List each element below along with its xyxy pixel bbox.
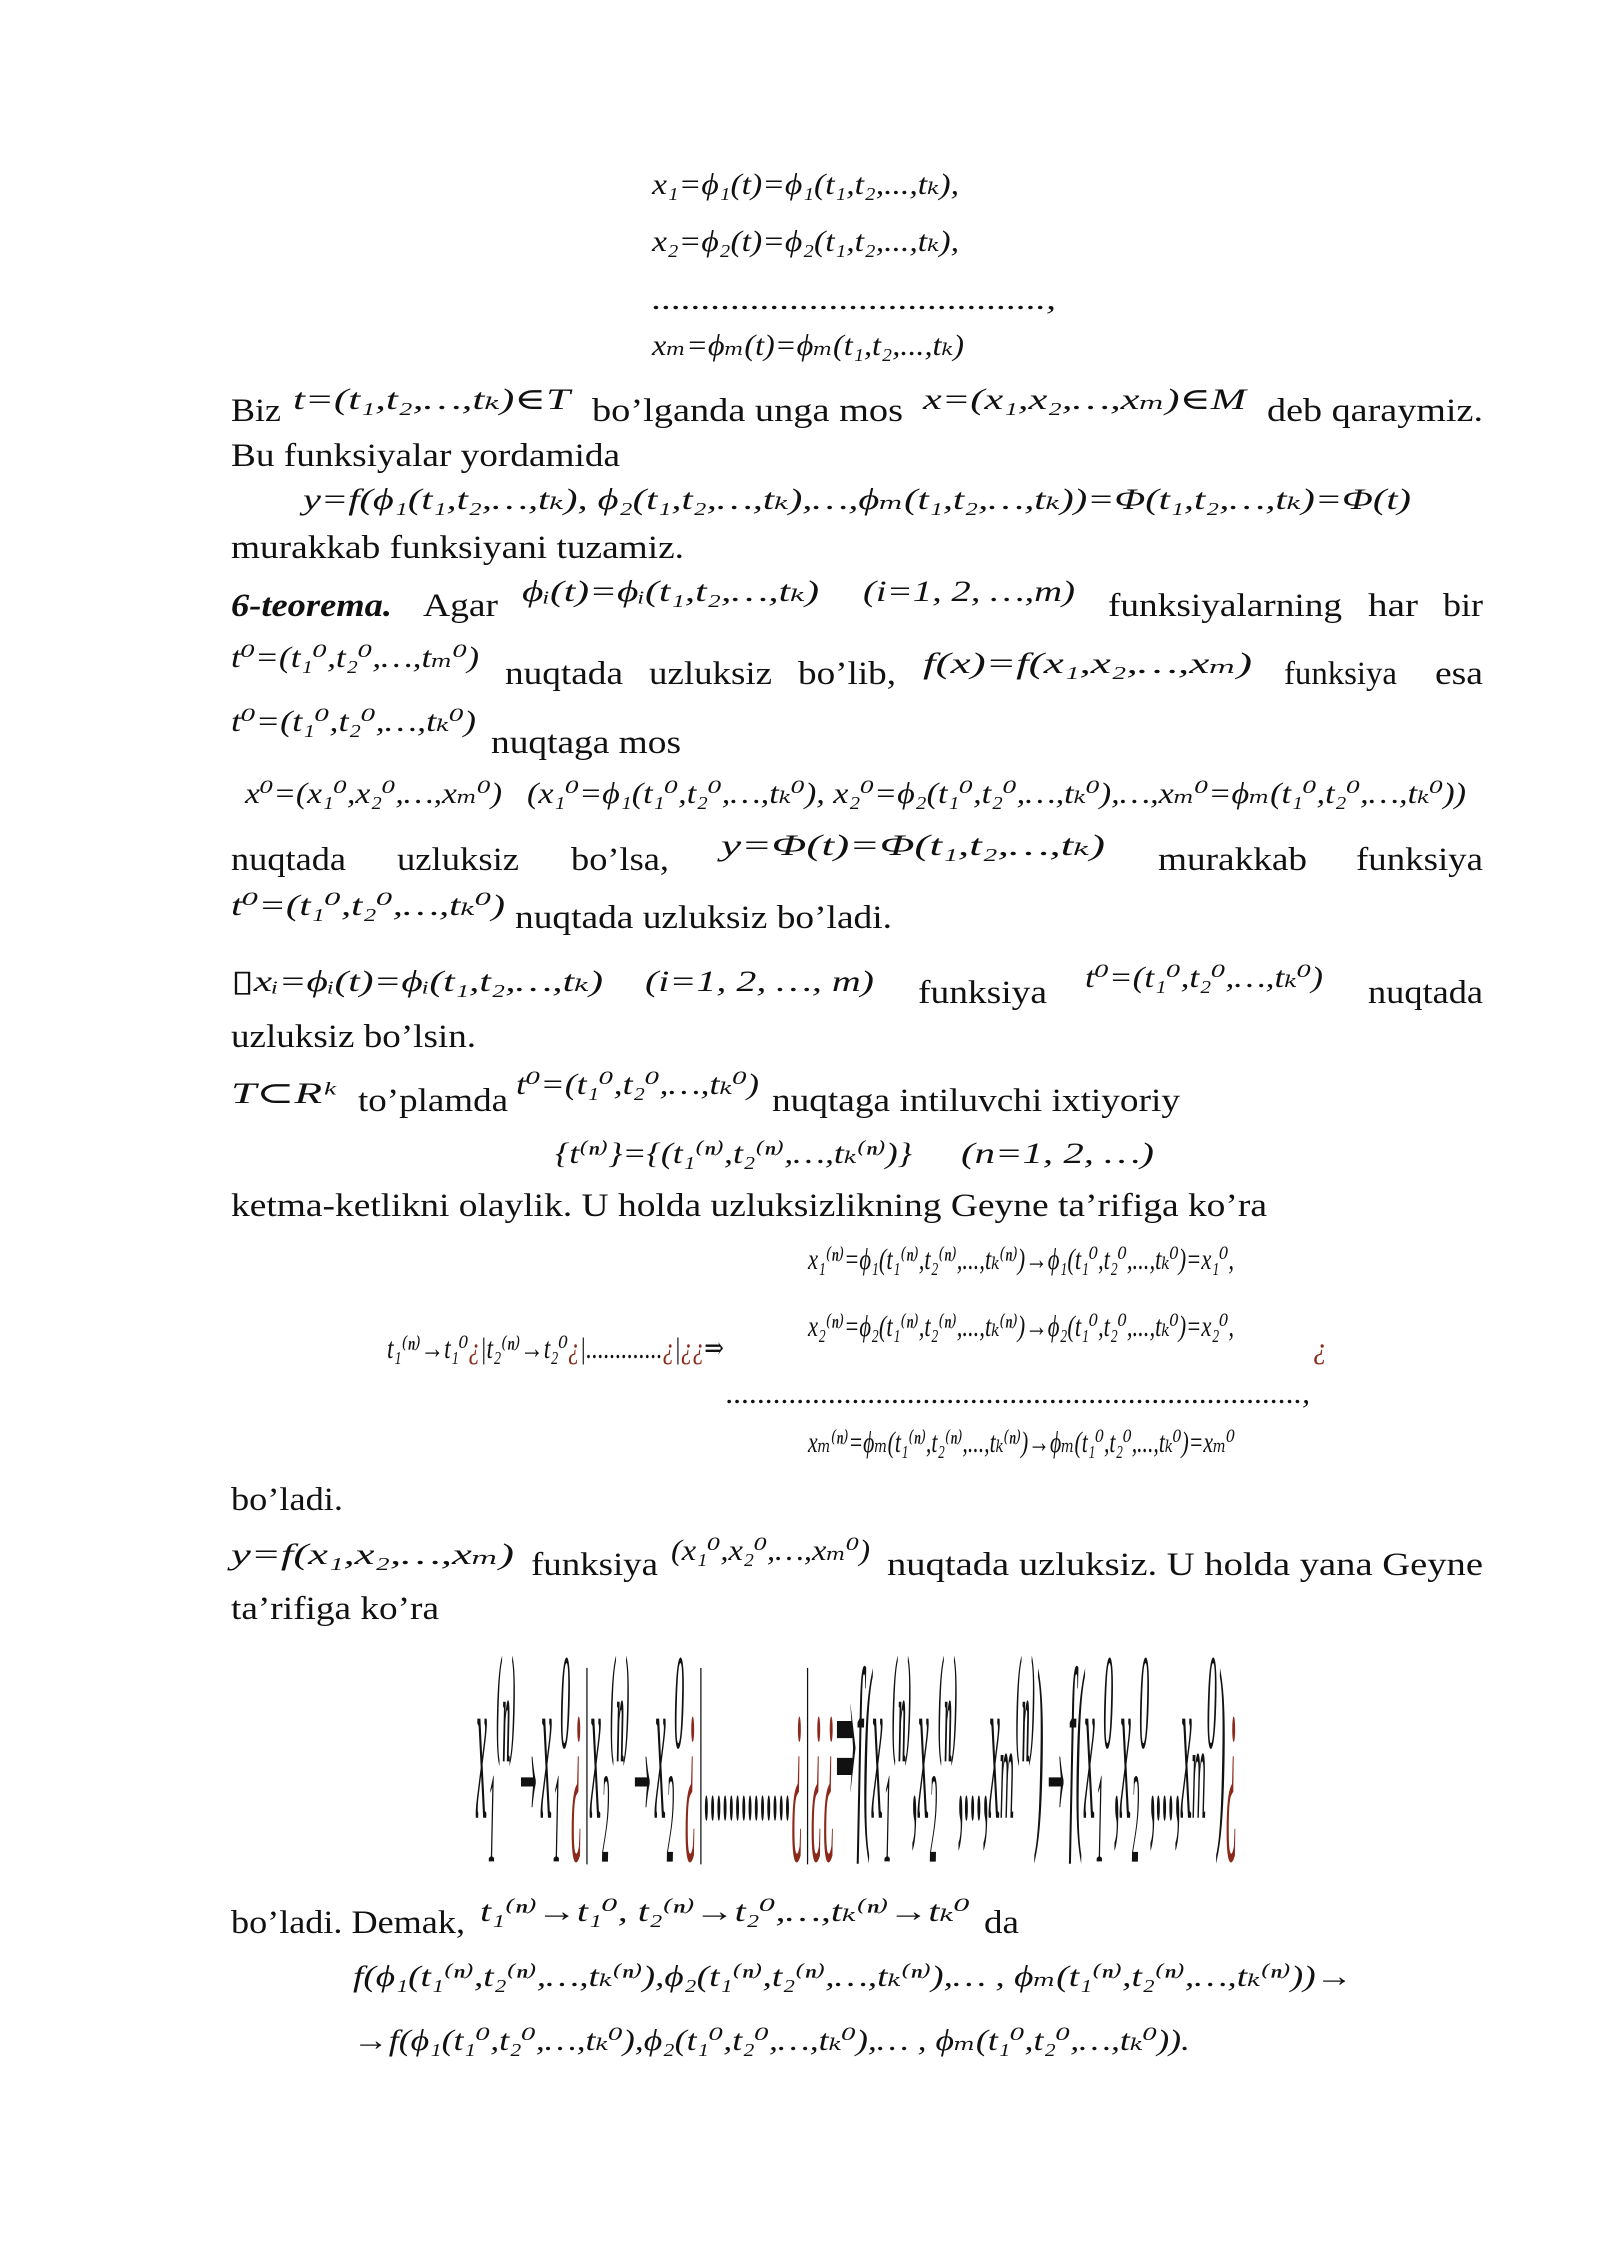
inline-formula: t₁⁽ⁿ⁾→t₁⁰, t₂⁽ⁿ⁾→t₂⁰,…,tₖ⁽ⁿ⁾→tₖ⁰ — [480, 1895, 970, 1928]
convergence-x1: x₁⁽ⁿ⁾=ϕ₁(t₁⁽ⁿ⁾,t₂⁽ⁿ⁾,...,tₖ⁽ⁿ⁾)→ϕ₁(t₁⁰,t₂⁰,...,tₖ⁰)=x₁⁰, — [808, 1243, 1234, 1276]
text-line: Bu funksiyalar yordamida — [231, 438, 620, 474]
display-formula: (n=1, 2, …) — [961, 1137, 1154, 1170]
inline-formula: T⊂Rᵏ — [231, 1077, 335, 1110]
equation-x1: x₁=ϕ₁(t)=ϕ₁(t₁,t₂,...,tₖ), — [652, 168, 959, 201]
text-segment: funksiya — [918, 975, 1047, 1011]
inline-formula: y=f(x₁,x₂,…,xₘ) — [231, 1538, 514, 1571]
text-segment: nuqtada — [231, 842, 346, 878]
text-segment: funksiya — [531, 1547, 658, 1583]
text-line: ta’rifiga ko’ra — [231, 1591, 439, 1627]
inline-formula: f(x)=f(x₁,x₂,…,xₘ) — [923, 647, 1252, 680]
inline-formula: x=(x₁,x₂,…,xₘ)∈M — [923, 383, 1246, 416]
text-segment: nuqtada — [1368, 975, 1483, 1011]
convergence-x2: x₂⁽ⁿ⁾=ϕ₂(t₁⁽ⁿ⁾,t₂⁽ⁿ⁾,...,tₖ⁽ⁿ⁾)→ϕ₂(t₁⁰,t₂⁰,...,tₖ⁰)=x₂⁰, — [808, 1310, 1234, 1343]
display-formula: x⁰=(x₁⁰,x₂⁰,…,xₘ⁰) — [245, 777, 502, 810]
stretched-formula: x₁⁽ⁿ⁾→x₁⁰¿|x₂⁽ⁿ⁾→x₂⁰¿|..............¿|¿¿⇒f(x₁⁽ⁿ⁾,x₂⁽ⁿ⁾,...,xₘ⁽ⁿ⁾)→f(x₁⁰,x₂⁰,...,xₘ⁰)¿ — [476, 1630, 1238, 1869]
text-segment: funksiya — [1284, 656, 1397, 692]
text-segment: esa — [1435, 656, 1483, 692]
inline-formula: t⁰=(t₁⁰,t₂⁰,…,tₖ⁰) — [231, 705, 476, 738]
text-segment: nuqtaga intiluvchi ixtiyoriy — [772, 1083, 1180, 1119]
equation-xm: xₘ=ϕₘ(t)=ϕₘ(t₁,t₂,...,tₖ) — [652, 329, 964, 362]
text-segment: deb qaraymiz. — [1267, 393, 1483, 429]
text-segment: nuqtada uzluksiz bo’ladi. — [515, 900, 892, 936]
text-segment: to’plamda — [358, 1083, 508, 1119]
text-segment: bo’lganda unga mos — [592, 393, 903, 429]
text-segment: nuqtada uzluksiz. U holda yana Geyne — [887, 1547, 1483, 1583]
text-line: bo’ladi. — [231, 1482, 343, 1518]
convergence-xm: xₘ⁽ⁿ⁾=ϕₘ(t₁⁽ⁿ⁾,t₂⁽ⁿ⁾,...,tₖ⁽ⁿ⁾)→ϕₘ(t₁⁰,t₂⁰,...,tₖ⁰)=xₘ⁰ — [808, 1426, 1235, 1459]
text-segment: bo’lsa, — [571, 842, 669, 878]
inline-formula: ϕᵢ(t)=ϕᵢ(t₁,t₂,…,tₖ) — [522, 575, 819, 608]
inline-formula: y=Φ(t)=Φ(t₁,t₂,…,tₖ) — [721, 829, 1105, 862]
text-segment: funksiya — [1356, 842, 1483, 878]
inline-formula: t=(t₁,t₂,…,tₖ)∈T — [293, 383, 570, 416]
inline-formula: t⁰=(t₁⁰,t₂⁰,…,tₖ⁰) — [1085, 961, 1323, 994]
convergence-dots: ........................................................................., — [726, 1377, 1310, 1410]
display-formula: y=f(ϕ₁(t₁,t₂,…,tₖ), ϕ₂(t₁,t₂,…,tₖ),…,ϕₘ(t₁,t₂,…,tₖ))=Φ(t₁,t₂,…,tₖ)=Φ(t) — [303, 483, 1411, 516]
equation-dots: ........................................, — [652, 283, 1056, 316]
display-formula: →f(ϕ₁(t₁⁰,t₂⁰,…,tₖ⁰),ϕ₂(t₁⁰,t₂⁰,…,tₖ⁰),… , ϕₘ(t₁⁰,t₂⁰,…,tₖ⁰)). — [353, 2024, 1190, 2057]
text-segment: har — [1368, 588, 1418, 624]
text-line: ketma-ketlikni olaylik. U holda uzluksizlikning Geyne ta’rifiga ko’ra — [231, 1188, 1267, 1224]
text-segment: Biz — [231, 393, 281, 429]
inline-formula: (i=1, 2, …,m) — [863, 575, 1075, 608]
text-segment: da — [984, 1905, 1019, 1941]
text-segment: uzluksiz — [649, 656, 772, 692]
display-formula: {t⁽ⁿ⁾}={(t₁⁽ⁿ⁾,t₂⁽ⁿ⁾,…,tₖ⁽ⁿ⁾)} — [555, 1137, 912, 1170]
display-formula: (x₁⁰=ϕ₁(t₁⁰,t₂⁰,…,tₖ⁰), x₂⁰=ϕ₂(t₁⁰,t₂⁰,…,tₖ⁰),…,xₘ⁰=ϕₘ(t₁⁰,t₂⁰,…,tₖ⁰)) — [527, 777, 1466, 810]
inline-formula: t⁰=(t₁⁰,t₂⁰,…,tₖ⁰) — [516, 1068, 759, 1101]
equation-x2: x₂=ϕ₂(t)=ϕ₂(t₁,t₂,...,tₖ), — [652, 225, 959, 258]
inline-formula: t⁰=(t₁⁰,t₂⁰,…,tₘ⁰) — [231, 641, 479, 674]
inline-formula: ▯xᵢ=ϕᵢ(t)=ϕᵢ(t₁,t₂,…,tₖ) — [231, 965, 603, 998]
text-segment: bir — [1443, 588, 1483, 624]
text-line: murakkab funksiyani tuzamiz. — [231, 530, 684, 566]
inline-formula: t⁰=(t₁⁰,t₂⁰,…,tₖ⁰) — [231, 889, 505, 922]
text-segment: nuqtada — [505, 656, 623, 692]
theorem-label: 6-teorema. — [231, 588, 392, 624]
inline-formula: (x₁⁰,x₂⁰,…,xₘ⁰) — [671, 1534, 870, 1567]
text-segment: uzluksiz — [397, 842, 519, 878]
text-line: uzluksiz bo’lsin. — [231, 1019, 476, 1055]
text-segment: bo’ladi. Demak, — [231, 1905, 465, 1941]
convergence-premise: t₁⁽ⁿ⁾→t₁⁰¿|t₂⁽ⁿ⁾→t₂⁰¿|.............¿|¿¿⇒ — [387, 1332, 724, 1365]
display-formula: f(ϕ₁(t₁⁽ⁿ⁾,t₂⁽ⁿ⁾,…,tₖ⁽ⁿ⁾),ϕ₂(t₁⁽ⁿ⁾,t₂⁽ⁿ⁾,…,tₖ⁽ⁿ⁾),… , ϕₘ(t₁⁽ⁿ⁾,t₂⁽ⁿ⁾,…,tₖ⁽ⁿ⁾))→ — [353, 1960, 1353, 1993]
inline-formula: (i=1, 2, …, m) — [645, 965, 874, 998]
bracket-glyph: ¿ — [1313, 1332, 1327, 1365]
text-segment: nuqtaga mos — [491, 725, 681, 761]
text-segment: bo’lib, — [798, 656, 896, 692]
text-segment: funksiyalarning — [1108, 588, 1342, 624]
text-segment: Agar — [423, 588, 498, 624]
text-segment: murakkab — [1158, 842, 1307, 878]
